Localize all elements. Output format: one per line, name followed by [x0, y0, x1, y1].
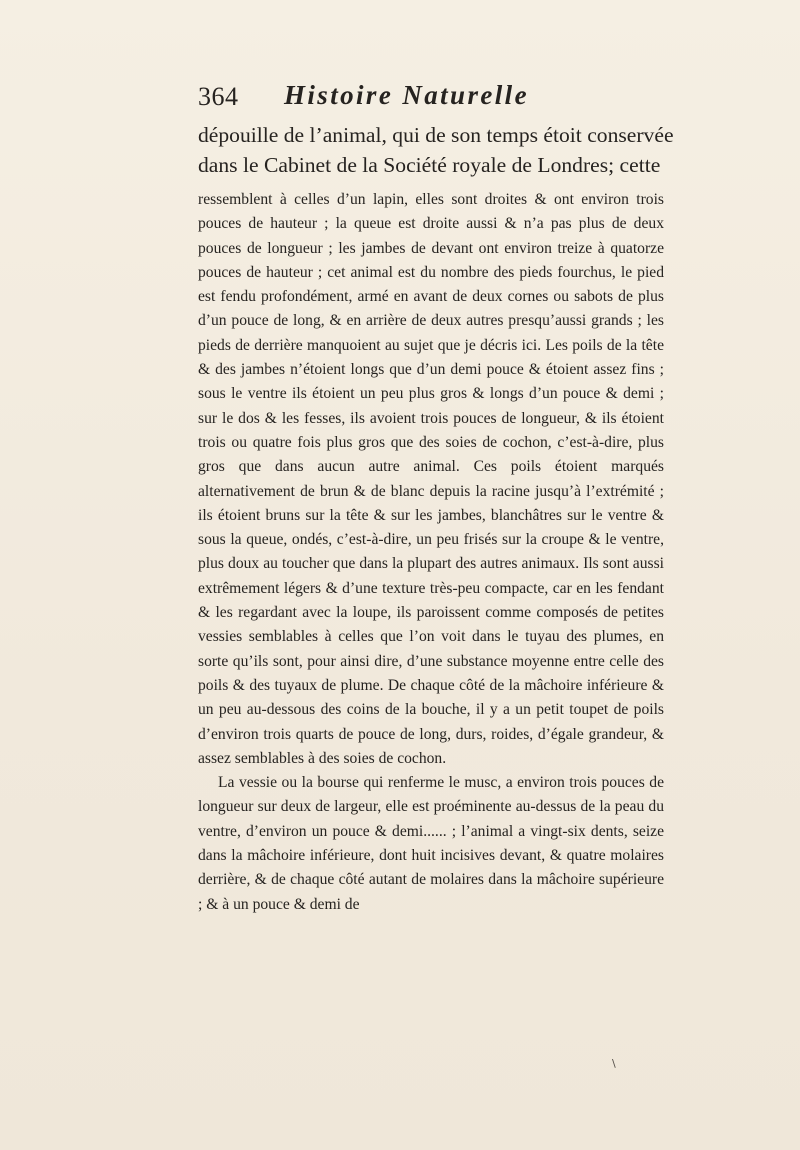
body-text	[198, 188, 664, 917]
page-number: 364	[198, 82, 239, 111]
marginal-mark: \	[612, 1057, 616, 1070]
lead-line: dépouille de l’animal, qui de son temps étoit conservée	[198, 123, 674, 147]
body-paragraph: La vessie ou la bourse qui renferme le musc, a environ trois pouces de longueur sur deux de largeur, elle est proéminente au-dessus de la peau du ventre, d’environ un pouce & demi...... ; l’animal a vingt-six dents, seize dans la mâchoire inférieure, dont huit incisives devant, & quatre molaires derrière, & de chaque côté autant de molaires dans la mâchoire supérieure ; & à un pouce & demi de	[198, 774, 664, 913]
running-title: Histoire Naturelle	[284, 80, 529, 110]
lead-paragraph	[198, 120, 674, 180]
running-head	[198, 82, 658, 114]
lead-line: dans le Cabinet de la Société royale de Londres; cette	[198, 153, 661, 177]
body-paragraph: ressemblent à celles d’un lapin, elles sont droites & ont environ trois pouces de hauteur ; la queue est droite aussi & n’a pas plus de deux pouces de longueur ; les jambes de devant ont environ treize à quatorze pouces de hauteur ; cet animal est du nombre des pieds fourchus, le pied est fendu profondément, armé en avant de deux cornes ou sabots de plus d’un pouce de long, & en arrière de deux autres presqu’aussi grands ; les pieds de derrière manquoient au sujet que je décris ici. Les poils de la tête & des jambes n’étoient longs que d’un demi pouce & étoient assez fins ; sous le ventre ils étoient un peu plus gros & longs d’un pouce & demi ; sur le dos & les fesses, ils avoient trois pouces de longueur, & ils étoient trois ou quatre fois plus gros que des soies de cochon, c’est-à-dire, plus gros que dans aucun autre animal. Ces poils étoient marqués alternativement de brun & de blanc depuis la racine jusqu’à l’extrémité ; ils étoient bruns sur la tête & sur les jambes, blanchâtres sur le ventre & sous la queue, ondés, c’est-à-dire, un peu frisés sur la croupe & le ventre, plus doux au toucher que dans la plupart des autres animaux. Ils sont aussi extrêmement légers & d’une texture très-peu compacte, car en les fendant & les regardant avec la loupe, ils paroissent comme composés de petites vessies semblables à celles que l’on voit dans le tuyau des plumes, en sorte qu’ils sont, pour ainsi dire, d’une substance moyenne entre celle des poils & des tuyaux de plume. De chaque côté de la mâchoire inférieure & un peu au-dessous des coins de la bouche, il y a un petit toupet de poils d’environ trois quarts de pouce de long, durs, roides, d’égale grandeur, & assez semblables à des soies de cochon.	[198, 191, 664, 767]
